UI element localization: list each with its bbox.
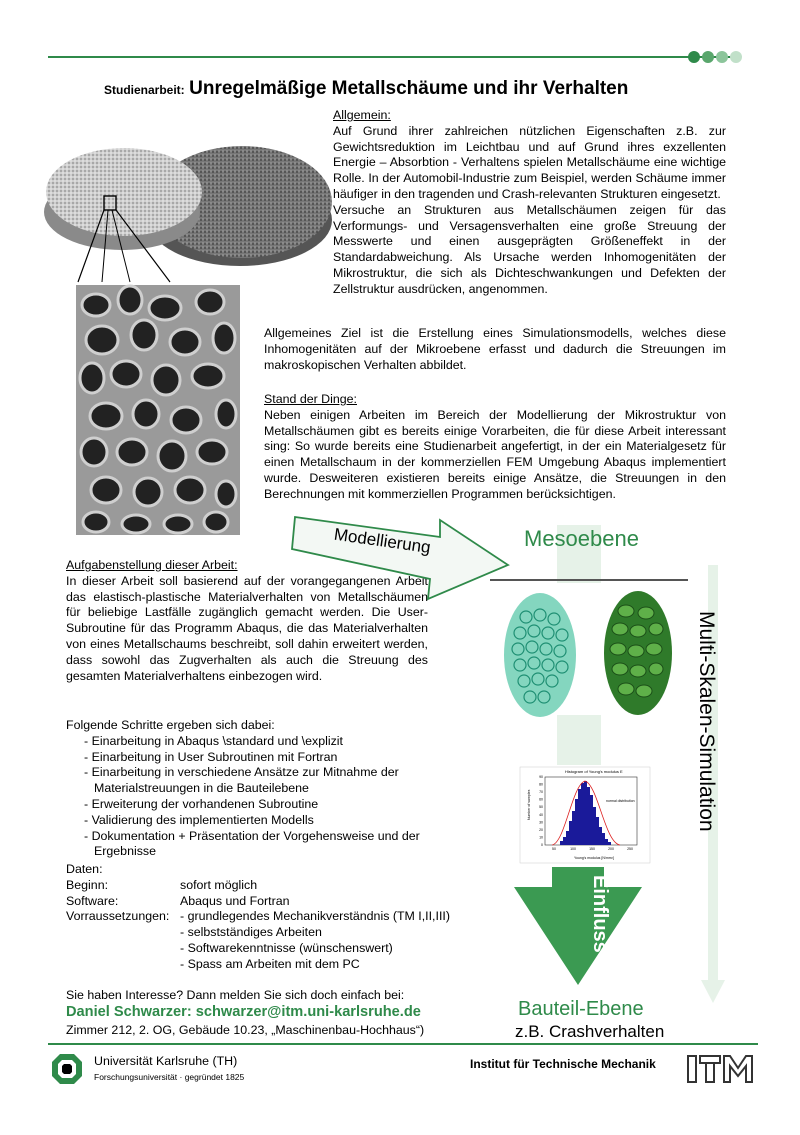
page-title — [104, 78, 628, 100]
histogram-ytick: 30 — [539, 820, 543, 825]
einfluss-arrow — [514, 867, 642, 985]
schritte-item: - Einarbeitung in verschiedene Ansätze zur Mitnahme der Materialstreuungen in die Bauteilebene — [84, 765, 399, 796]
allgemein-paragraph-2: Versuche an Strukturen aus Metallschäumen zeigen für das Verformungs- und Versagensverhalten eine große Streuung der Messwerte und einen ausgeprägten Größeneffekt in der Standardabweichung. Als Ursache werden Inhomogenitäten der Mikrostruktur, die sich als Dichteschwankungen und Defekten der Zellstruktur ausdrücken, angenommen. — [333, 202, 726, 296]
title-main: Unregelmäßige Metallschäume und ihr Verhalten — [189, 78, 629, 99]
header-dot-2 — [702, 51, 714, 63]
software-label: Software: — [66, 893, 119, 908]
schritte-item: - Einarbeitung in Abaqus \standard und \explizit — [84, 733, 343, 748]
histogram-chart — [520, 767, 650, 863]
crash-label: z.B. Crashverhalten — [515, 1022, 665, 1041]
histogram-ytick: 60 — [539, 797, 543, 802]
schritte-item: - Einarbeitung in User Subroutinen mit Fortran — [84, 749, 338, 764]
lattice-model-teal — [504, 593, 576, 717]
light-foam-disc — [44, 148, 202, 250]
heading-stand: Stand der Dinge: — [264, 392, 357, 406]
histogram-xtick: 100 — [570, 847, 576, 851]
beginn-label: Beginn: — [66, 877, 109, 892]
institut-name: Institut für Technische Mechanik — [470, 1057, 656, 1071]
voraus-item: - grundlegendes Mechanikverständnis (TM I,II,III) — [180, 909, 450, 924]
beginn-value: sofort möglich — [180, 877, 258, 892]
section-allgemein — [333, 108, 726, 298]
modellierung-label: Modellierung — [332, 524, 432, 558]
voraus-item: - selbstständiges Arbeiten — [180, 925, 322, 940]
schritte-item: - Validierung des implementierten Modells — [84, 812, 314, 827]
foam-microstructure-photo — [76, 285, 240, 535]
schritte-item: - Erweiterung der vorhandenen Subroutine — [84, 796, 319, 811]
histogram-ytick: 80 — [539, 782, 543, 787]
histogram-ytick: 10 — [539, 835, 543, 840]
voraus-item: - Softwarekenntnisse (wünschenswert) — [180, 940, 393, 955]
software-value: Abaqus und Fortran — [180, 893, 290, 908]
uni-logo-icon — [50, 1052, 84, 1086]
section-stand — [264, 392, 726, 503]
kontakt-intro: Sie haben Interesse? Dann melden Sie sich doch einfach bei: — [66, 988, 405, 1002]
meso-band-bottom — [557, 715, 601, 765]
histogram-xlabel: Young's modulus [N/mm²] — [574, 856, 614, 860]
multiscale-diagram — [290, 515, 760, 1045]
bauteil-label: Bauteil-Ebene — [518, 998, 644, 1020]
voraus-label: Vorraussetzungen: — [66, 909, 170, 924]
heading-allgemein: Allgemein: — [333, 108, 391, 122]
header-dot-4 — [730, 51, 742, 63]
title-prefix: Studienarbeit: — [104, 83, 185, 97]
aufgabe-paragraph: In dieser Arbeit soll basierend auf der vorangegangenen Arbeit das elastisch-plastische Materialverhalten von Metallschäumen für beliebige Lastfälle zugänglich gemacht werden. Die User-Subroutine für das Programm Abaqus, die das Materialverhalten von eines Metallschaums beschreibt, soll dahin erweitert werden, dass sowohl das Zugverhalten als auch die Streuung des gesamten Materialverhaltens einbezogen wird. — [66, 573, 428, 683]
voraus-item: - Spass am Arbeiten mit dem PC — [180, 956, 360, 971]
ziel-paragraph — [264, 326, 726, 373]
kontakt-room: Zimmer 212, 2. OG, Gebäude 10.23, „Maschinenbau-Hochhaus“) — [66, 1023, 425, 1037]
histogram-ytick: 50 — [539, 805, 543, 810]
multiscale-label: Multi-Skalen-Simulation — [695, 611, 718, 832]
histogram-xtick: 150 — [589, 847, 595, 851]
uni-name: Universität Karlsruhe (TH) — [94, 1054, 238, 1068]
schritte-intro: Folgende Schritte ergeben sich dabei: — [66, 718, 275, 732]
header-dot-3 — [716, 51, 728, 63]
schritte-item: - Dokumentation + Präsentation der Vorgehensweise und der Ergebnisse — [84, 828, 420, 859]
histogram-ylabel: Number of samples — [527, 789, 531, 820]
einfluss-label: Einfluss — [589, 875, 611, 953]
allgemein-paragraph-1: Auf Grund ihrer zahlreichen nützlichen Eigenschaften z.B. zur Gewichtsreduktion im Leichtbau und auf Grund ihres exzellenten Energie – Absorbtion - Verhaltens spielen Metallschäume eine wichtige Rolle. In der Automobil-Industrie zum Beispiel, werden Schäume immer häufiger in den tragenden und Crash-relevanten Strukturen eingesetzt. — [333, 123, 726, 201]
contact-email-link[interactable]: Daniel Schwarzer: schwarzer@itm.uni-karlsruhe.de — [66, 1004, 421, 1020]
histogram-ytick: 70 — [539, 790, 543, 795]
modellierung-arrow — [292, 517, 508, 599]
foam-model-green — [604, 591, 672, 715]
histogram-ytick: 40 — [539, 812, 543, 817]
header-dot-1 — [688, 51, 700, 63]
histogram-ytick: 90 — [539, 775, 543, 779]
heading-aufgabe: Aufgabenstellung dieser Arbeit: — [66, 558, 238, 572]
stand-paragraph: Neben einigen Arbeiten im Bereich der Modellierung der Mikrostruktur von Metallschäumen gibt es bereits einige Vorarbeiten, die für diese Arbeit interessant sing: So wurde bereits eine Studienarbeit angefertigt, in der ein Materialgesetz für einen Metallschaum in der kommerziellen FEM Umgebung Abaqus implementiert wurde. Desweiteren existieren bereits einige Ansätze, die Streuungen in den Berechnungen mit kommerziellen Programmen berücksichtigen. — [264, 407, 726, 501]
histogram-title: Histogram of Young's modulus E — [565, 769, 623, 774]
histogram-xtick: 50 — [552, 847, 556, 851]
histogram-ytick: 20 — [539, 827, 543, 832]
meso-separator — [490, 579, 688, 581]
footer-rule — [48, 1043, 758, 1045]
header-rule — [48, 56, 736, 58]
histogram-xtick: 250 — [627, 847, 633, 851]
uni-subtitle: Forschungsuniversität · gegründet 1825 — [94, 1072, 245, 1082]
histogram-legend: normal distribution — [606, 799, 635, 803]
histogram-ytick: 0 — [541, 843, 543, 847]
multiscale-arrow-head — [701, 980, 725, 1003]
ziel-text: Allgemeines Ziel ist die Erstellung eines Simulationsmodells, welches diese Inhomogenitäten auf der Mikroebene erfasst und dadurch die Streuungen im makroskopischen Verhalten abbildet. — [264, 326, 726, 372]
histogram-xtick: 200 — [608, 847, 614, 851]
itm-logo-icon — [686, 1052, 754, 1086]
heading-daten: Daten: — [66, 862, 103, 876]
mesoebene-label: Mesoebene — [524, 526, 639, 551]
